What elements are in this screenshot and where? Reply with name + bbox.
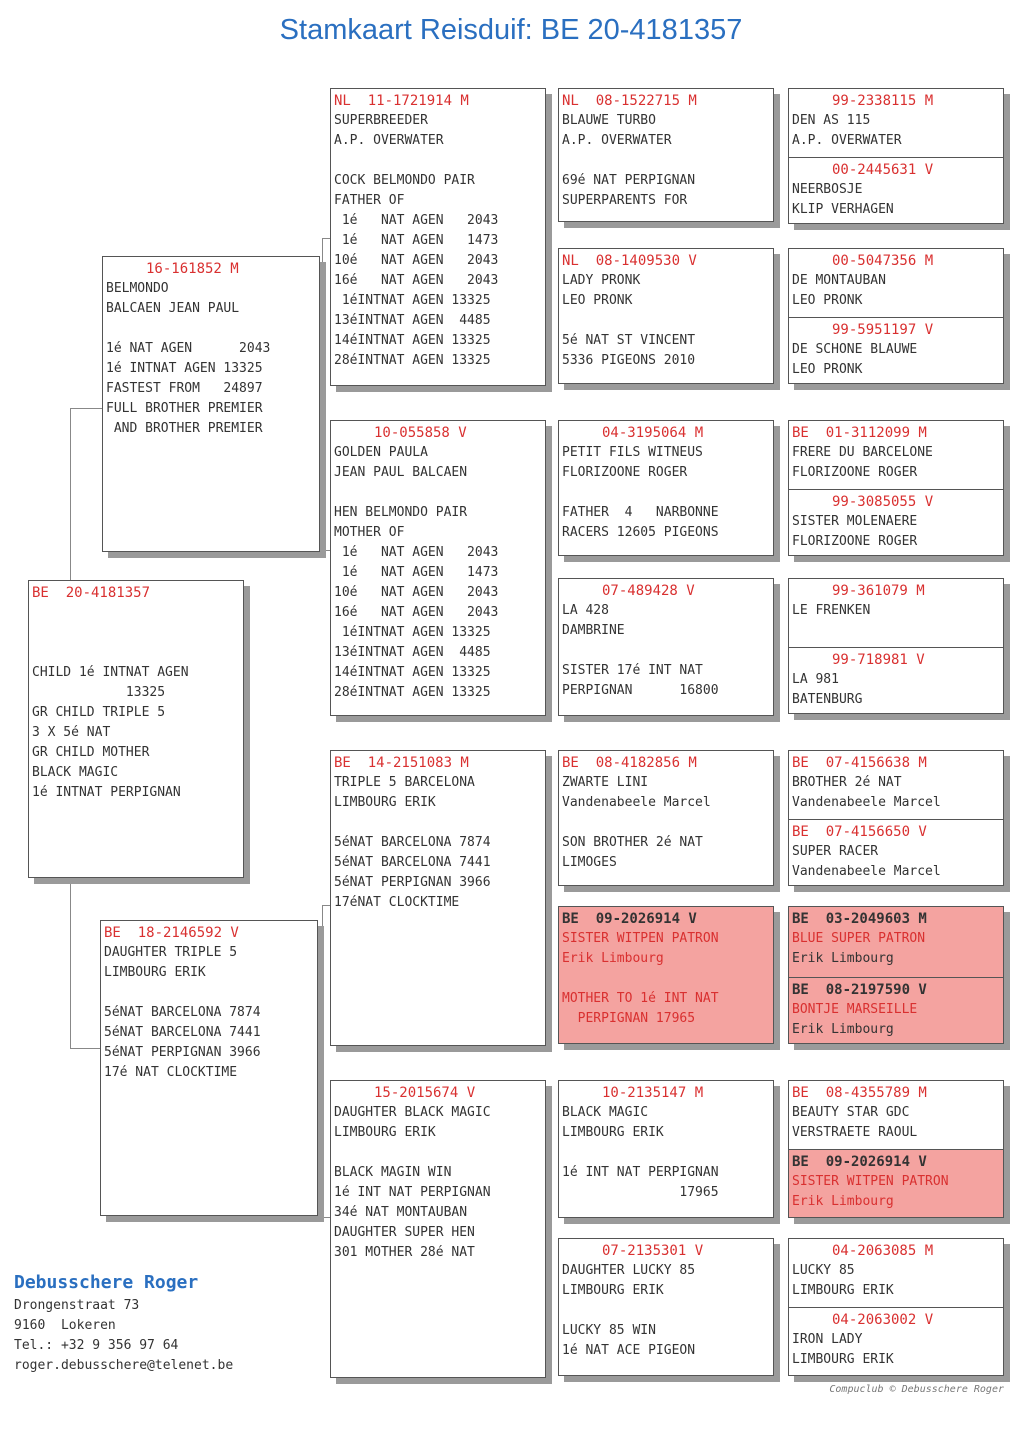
info-line: FATHER OF — [334, 193, 405, 208]
info-line — [32, 623, 240, 643]
info-line — [334, 1143, 542, 1163]
info-line: 3 X 5é NAT — [32, 725, 111, 740]
ring-number: 10-055858 V — [374, 425, 467, 441]
info-line — [562, 311, 770, 331]
info-line: SISTER WITPEN PATRON — [562, 931, 719, 946]
info-line: LIMOGES — [562, 855, 617, 870]
info-line: LEO PRONK — [792, 293, 863, 308]
info-line: BLACK MAGIC — [32, 765, 119, 780]
info-line — [792, 621, 1000, 641]
info-line: PERPIGNAN 17965 — [562, 1011, 696, 1026]
ring-number: BE 08-2197590 V — [792, 982, 927, 998]
info-line: NEERBOSJE — [792, 182, 863, 197]
info-line: BELMONDO — [106, 281, 169, 296]
info-line: HEN BELMONDO PAIR — [334, 505, 468, 520]
info-line: 5éNAT BARCELONA 7874 — [334, 835, 491, 850]
ring-number: BE 20-4181357 — [32, 585, 151, 601]
ancestor-card-fmm — [558, 578, 774, 716]
ancestor-card-mfm — [558, 906, 774, 1044]
info-line: BLUE SUPER PATRON — [792, 931, 926, 946]
connector-line — [70, 1048, 100, 1049]
info-line: 69é NAT PERPIGNAN — [562, 173, 696, 188]
owner-address: Drongenstraat 73 — [14, 1298, 140, 1313]
info-line: IRON LADY — [792, 1332, 863, 1347]
info-line: BONTJE MARSEILLE — [792, 1002, 918, 1017]
info-line: FLORIZOONE ROGER — [562, 465, 688, 480]
info-line: LIMBOURG ERIK — [334, 795, 436, 810]
ring-number: 07-2135301 V — [602, 1243, 704, 1259]
info-line: Erik Limbourg — [792, 951, 894, 966]
ring-number: 10-2135147 M — [602, 1085, 704, 1101]
info-line: A.P. OVERWATER — [562, 133, 672, 148]
info-line: FULL BROTHER PREMIER — [106, 401, 263, 416]
info-line: RACERS 12605 PIGEONS — [562, 525, 719, 540]
info-line: LEO PRONK — [792, 362, 863, 377]
info-line: LIMBOURG ERIK — [104, 965, 206, 980]
owner-city: 9160 Lokeren — [14, 1318, 116, 1333]
mother-card — [100, 920, 318, 1216]
info-line: CHILD 1é INTNAT AGEN — [32, 665, 189, 680]
ring-number: BE 08-4182856 M — [562, 755, 697, 771]
info-line: BEAUTY STAR GDC — [792, 1105, 910, 1120]
footer-credit: Compuclub © Debusschere Roger — [829, 1384, 1004, 1395]
info-line — [104, 983, 314, 1003]
info-line — [562, 151, 770, 171]
info-line: LADY PRONK — [562, 273, 641, 288]
info-line: DAUGHTER BLACK MAGIC — [334, 1105, 491, 1120]
connector-line — [322, 238, 323, 550]
info-line: 5éNAT BARCELONA 7441 — [334, 855, 491, 870]
ancestor-pair-card — [788, 750, 1004, 886]
info-line: 13éINTNAT AGEN 4485 — [334, 645, 491, 660]
info-line: SISTER 17é INT NAT — [562, 663, 703, 678]
info-line: BLAUWE TURBO — [562, 113, 656, 128]
info-line: TRIPLE 5 BARCELONA — [334, 775, 475, 790]
ring-number: 99-5951197 V — [832, 322, 934, 338]
info-line: LUCKY 85 — [792, 1263, 855, 1278]
info-line: BROTHER 2é NAT — [792, 775, 902, 790]
ancestor-card-ffm — [558, 248, 774, 384]
info-line: 28éINTNAT AGEN 13325 — [334, 685, 491, 700]
info-line: 5336 PIGEONS 2010 — [562, 353, 696, 368]
info-line: 1éINTNAT AGEN 13325 — [334, 293, 491, 308]
info-line: DAUGHTER SUPER HEN — [334, 1225, 475, 1240]
ancestor-card-mff — [558, 750, 774, 886]
info-line: DAUGHTER LUCKY 85 — [562, 1263, 696, 1278]
info-line: LUCKY 85 WIN — [562, 1323, 656, 1338]
ring-number: BE 07-4156638 M — [792, 755, 927, 771]
info-line: COCK BELMONDO PAIR — [334, 173, 475, 188]
ring-number: NL 08-1409530 V — [562, 253, 697, 269]
info-line: DAUGHTER TRIPLE 5 — [104, 945, 238, 960]
info-line: 10é NAT AGEN 2043 — [334, 585, 499, 600]
info-line: 13éINTNAT AGEN 4485 — [334, 313, 491, 328]
info-line: MOTHER TO 1é INT NAT — [562, 991, 719, 1006]
info-line — [562, 969, 770, 989]
info-line: 301 MOTHER 28é NAT — [334, 1245, 475, 1260]
info-line: FRERE DU BARCELONE — [792, 445, 933, 460]
ring-number: 99-718981 V — [832, 652, 925, 668]
ancestor-pair-card — [788, 1238, 1004, 1376]
ring-number: 00-2445631 V — [832, 162, 934, 178]
ancestor-card-mmm — [558, 1238, 774, 1376]
info-line: LIMBOURG ERIK — [792, 1283, 894, 1298]
info-line: DE MONTAUBAN — [792, 273, 886, 288]
info-line: 5éNAT PERPIGNAN 3966 — [104, 1045, 261, 1060]
info-line — [562, 1301, 770, 1321]
info-line: 16é NAT AGEN 2043 — [334, 605, 499, 620]
info-line — [334, 151, 542, 171]
info-line: 10é NAT AGEN 2043 — [334, 253, 499, 268]
info-line: 5éNAT BARCELONA 7874 — [104, 1005, 261, 1020]
info-line: 1é NAT AGEN 1473 — [334, 565, 499, 580]
ring-number: BE 01-3112099 M — [792, 425, 927, 441]
info-line: GR CHILD TRIPLE 5 — [32, 705, 166, 720]
info-line: Erik Limbourg — [792, 1022, 894, 1037]
info-line: 1é NAT AGEN 1473 — [334, 233, 499, 248]
info-line: BLACK MAGIC — [562, 1105, 649, 1120]
ring-number: BE 09-2026914 V — [792, 1154, 927, 1170]
info-line: ZWARTE LINI — [562, 775, 649, 790]
info-line: A.P. OVERWATER — [334, 133, 444, 148]
connector-line — [70, 408, 71, 580]
info-line: FLORIZOONE ROGER — [792, 465, 918, 480]
info-line: LIMBOURG ERIK — [562, 1283, 664, 1298]
info-line: Erik Limbourg — [792, 1194, 894, 1209]
info-line — [32, 643, 240, 663]
info-line: PERPIGNAN 16800 — [562, 683, 719, 698]
ring-number: NL 08-1522715 M — [562, 93, 697, 109]
info-line: SISTER WITPEN PATRON — [792, 1174, 949, 1189]
ring-number: NL 11-1721914 M — [334, 93, 469, 109]
info-line: LIMBOURG ERIK — [792, 1352, 894, 1367]
connector-line — [322, 905, 323, 1217]
granddam-maternal-card — [330, 1080, 546, 1378]
info-line: SISTER MOLENAERE — [792, 514, 918, 529]
ring-number: 15-2015674 V — [374, 1085, 476, 1101]
ring-number: 16-161852 M — [146, 261, 239, 277]
info-line — [562, 1143, 770, 1163]
ring-number: 04-2063085 M — [832, 1243, 934, 1259]
info-line: 1é INTNAT AGEN 13325 — [106, 361, 263, 376]
info-line: 1é NAT ACE PIGEON — [562, 1343, 696, 1358]
info-line: MOTHER OF — [334, 525, 405, 540]
info-line: 1é NAT AGEN 2043 — [334, 545, 499, 560]
info-line: 5éNAT BARCELONA 7441 — [104, 1025, 261, 1040]
info-line: 1é NAT AGEN 2043 — [334, 213, 499, 228]
info-line: DAMBRINE — [562, 623, 625, 638]
info-line: DE SCHONE BLAUWE — [792, 342, 918, 357]
info-line: 17éNAT CLOCKTIME — [334, 895, 460, 910]
ring-number: 99-3085055 V — [832, 494, 934, 510]
info-line: 1é INTNAT PERPIGNAN — [32, 785, 181, 800]
ring-number: BE 09-2026914 V — [562, 911, 697, 927]
owner-email[interactable]: roger.debusschere@telenet.be — [14, 1358, 234, 1373]
ring-number: BE 18-2146592 V — [104, 925, 239, 941]
info-line — [334, 813, 542, 833]
info-line: LIMBOURG ERIK — [334, 1125, 436, 1140]
info-line: 17é NAT CLOCKTIME — [104, 1065, 238, 1080]
info-line: KLIP VERHAGEN — [792, 202, 894, 217]
info-line: LE FRENKEN — [792, 603, 871, 618]
page-title: Stamkaart Reisduif: BE 20-4181357 — [279, 14, 743, 46]
info-line: 14éINTNAT AGEN 13325 — [334, 333, 491, 348]
info-line — [562, 813, 770, 833]
granddam-paternal-card — [330, 420, 546, 716]
info-line: Vandenabeele Marcel — [792, 795, 941, 810]
info-line: Vandenabeele Marcel — [562, 795, 711, 810]
info-line: DEN AS 115 — [792, 113, 871, 128]
owner-name: Debusschere Roger — [14, 1272, 199, 1293]
ring-number: 04-2063002 V — [832, 1312, 934, 1328]
info-line: BATENBURG — [792, 692, 863, 707]
info-line: LA 428 — [562, 603, 609, 618]
father-card — [102, 256, 320, 552]
info-line: LEO PRONK — [562, 293, 633, 308]
pigeon-card — [28, 580, 244, 878]
info-line: 14éINTNAT AGEN 13325 — [334, 665, 491, 680]
info-line — [562, 483, 770, 503]
ancestor-pair-card — [788, 1080, 1004, 1218]
connector-line — [70, 408, 102, 409]
ring-number: 04-3195064 M — [602, 425, 704, 441]
info-line: A.P. OVERWATER — [792, 133, 902, 148]
info-line: 13325 — [32, 685, 166, 700]
grandsire-paternal-card — [330, 88, 546, 386]
grandsire-maternal-card — [330, 750, 546, 1046]
connector-line — [70, 880, 71, 1048]
owner-block — [14, 1270, 233, 1376]
ancestor-card-mmf — [558, 1080, 774, 1218]
info-line: 5é NAT ST VINCENT — [562, 333, 696, 348]
info-line: 16é NAT AGEN 2043 — [334, 273, 499, 288]
info-line: FATHER 4 NARBONNE — [562, 505, 719, 520]
ring-number: 99-361079 M — [832, 583, 925, 599]
info-line: 5éNAT PERPIGNAN 3966 — [334, 875, 491, 890]
ancestor-card-fmf — [558, 420, 774, 556]
ring-number: BE 08-4355789 M — [792, 1085, 927, 1101]
info-line: JEAN PAUL BALCAEN — [334, 465, 468, 480]
info-line: GR CHILD MOTHER — [32, 745, 150, 760]
info-line — [334, 483, 542, 503]
info-line — [106, 319, 316, 339]
info-line: VERSTRAETE RAOUL — [792, 1125, 918, 1140]
info-line: GOLDEN PAULA — [334, 445, 428, 460]
ring-number: 99-2338115 M — [832, 93, 934, 109]
ring-number: BE 14-2151083 M — [334, 755, 469, 771]
info-line: FLORIZOONE ROGER — [792, 534, 918, 549]
ancestor-pair-card — [788, 578, 1004, 714]
info-line: 1é INT NAT PERPIGNAN — [562, 1165, 719, 1180]
info-line: SUPER RACER — [792, 844, 879, 859]
info-line: BLACK MAGIN WIN — [334, 1165, 452, 1180]
ring-number: BE 07-4156650 V — [792, 824, 927, 840]
ancestor-pair-card — [788, 88, 1004, 224]
info-line: Erik Limbourg — [562, 951, 664, 966]
info-line: LIMBOURG ERIK — [562, 1125, 664, 1140]
owner-phone: Tel.: +32 9 356 97 64 — [14, 1338, 179, 1353]
info-line: Vandenabeele Marcel — [792, 864, 941, 879]
info-line — [562, 641, 770, 661]
info-line: SON BROTHER 2é NAT — [562, 835, 703, 850]
info-line: 1é INT NAT PERPIGNAN — [334, 1185, 491, 1200]
info-line: 1éINTNAT AGEN 13325 — [334, 625, 491, 640]
info-line: PETIT FILS WITNEUS — [562, 445, 703, 460]
ancestor-pair-card — [788, 420, 1004, 556]
ring-number: 07-489428 V — [602, 583, 695, 599]
info-line: AND BROTHER PREMIER — [106, 421, 263, 436]
info-line: FASTEST FROM 24897 — [106, 381, 263, 396]
info-line: 28éINTNAT AGEN 13325 — [334, 353, 491, 368]
info-line: 34é NAT MONTAUBAN — [334, 1205, 468, 1220]
info-line: BALCAEN JEAN PAUL — [106, 301, 240, 316]
info-line: 1é NAT AGEN 2043 — [106, 341, 271, 356]
info-line: 17965 — [562, 1185, 719, 1200]
info-line: SUPERBREEDER — [334, 113, 428, 128]
info-line — [32, 603, 240, 623]
ring-number: BE 03-2049603 M — [792, 911, 927, 927]
ancestor-card-fff — [558, 88, 774, 222]
info-line: LA 981 — [792, 672, 839, 687]
ring-number: 00-5047356 M — [832, 253, 934, 269]
info-line: SUPERPARENTS FOR — [562, 193, 688, 208]
ancestor-pair-card — [788, 248, 1004, 384]
ancestor-pair-card — [788, 906, 1004, 1044]
